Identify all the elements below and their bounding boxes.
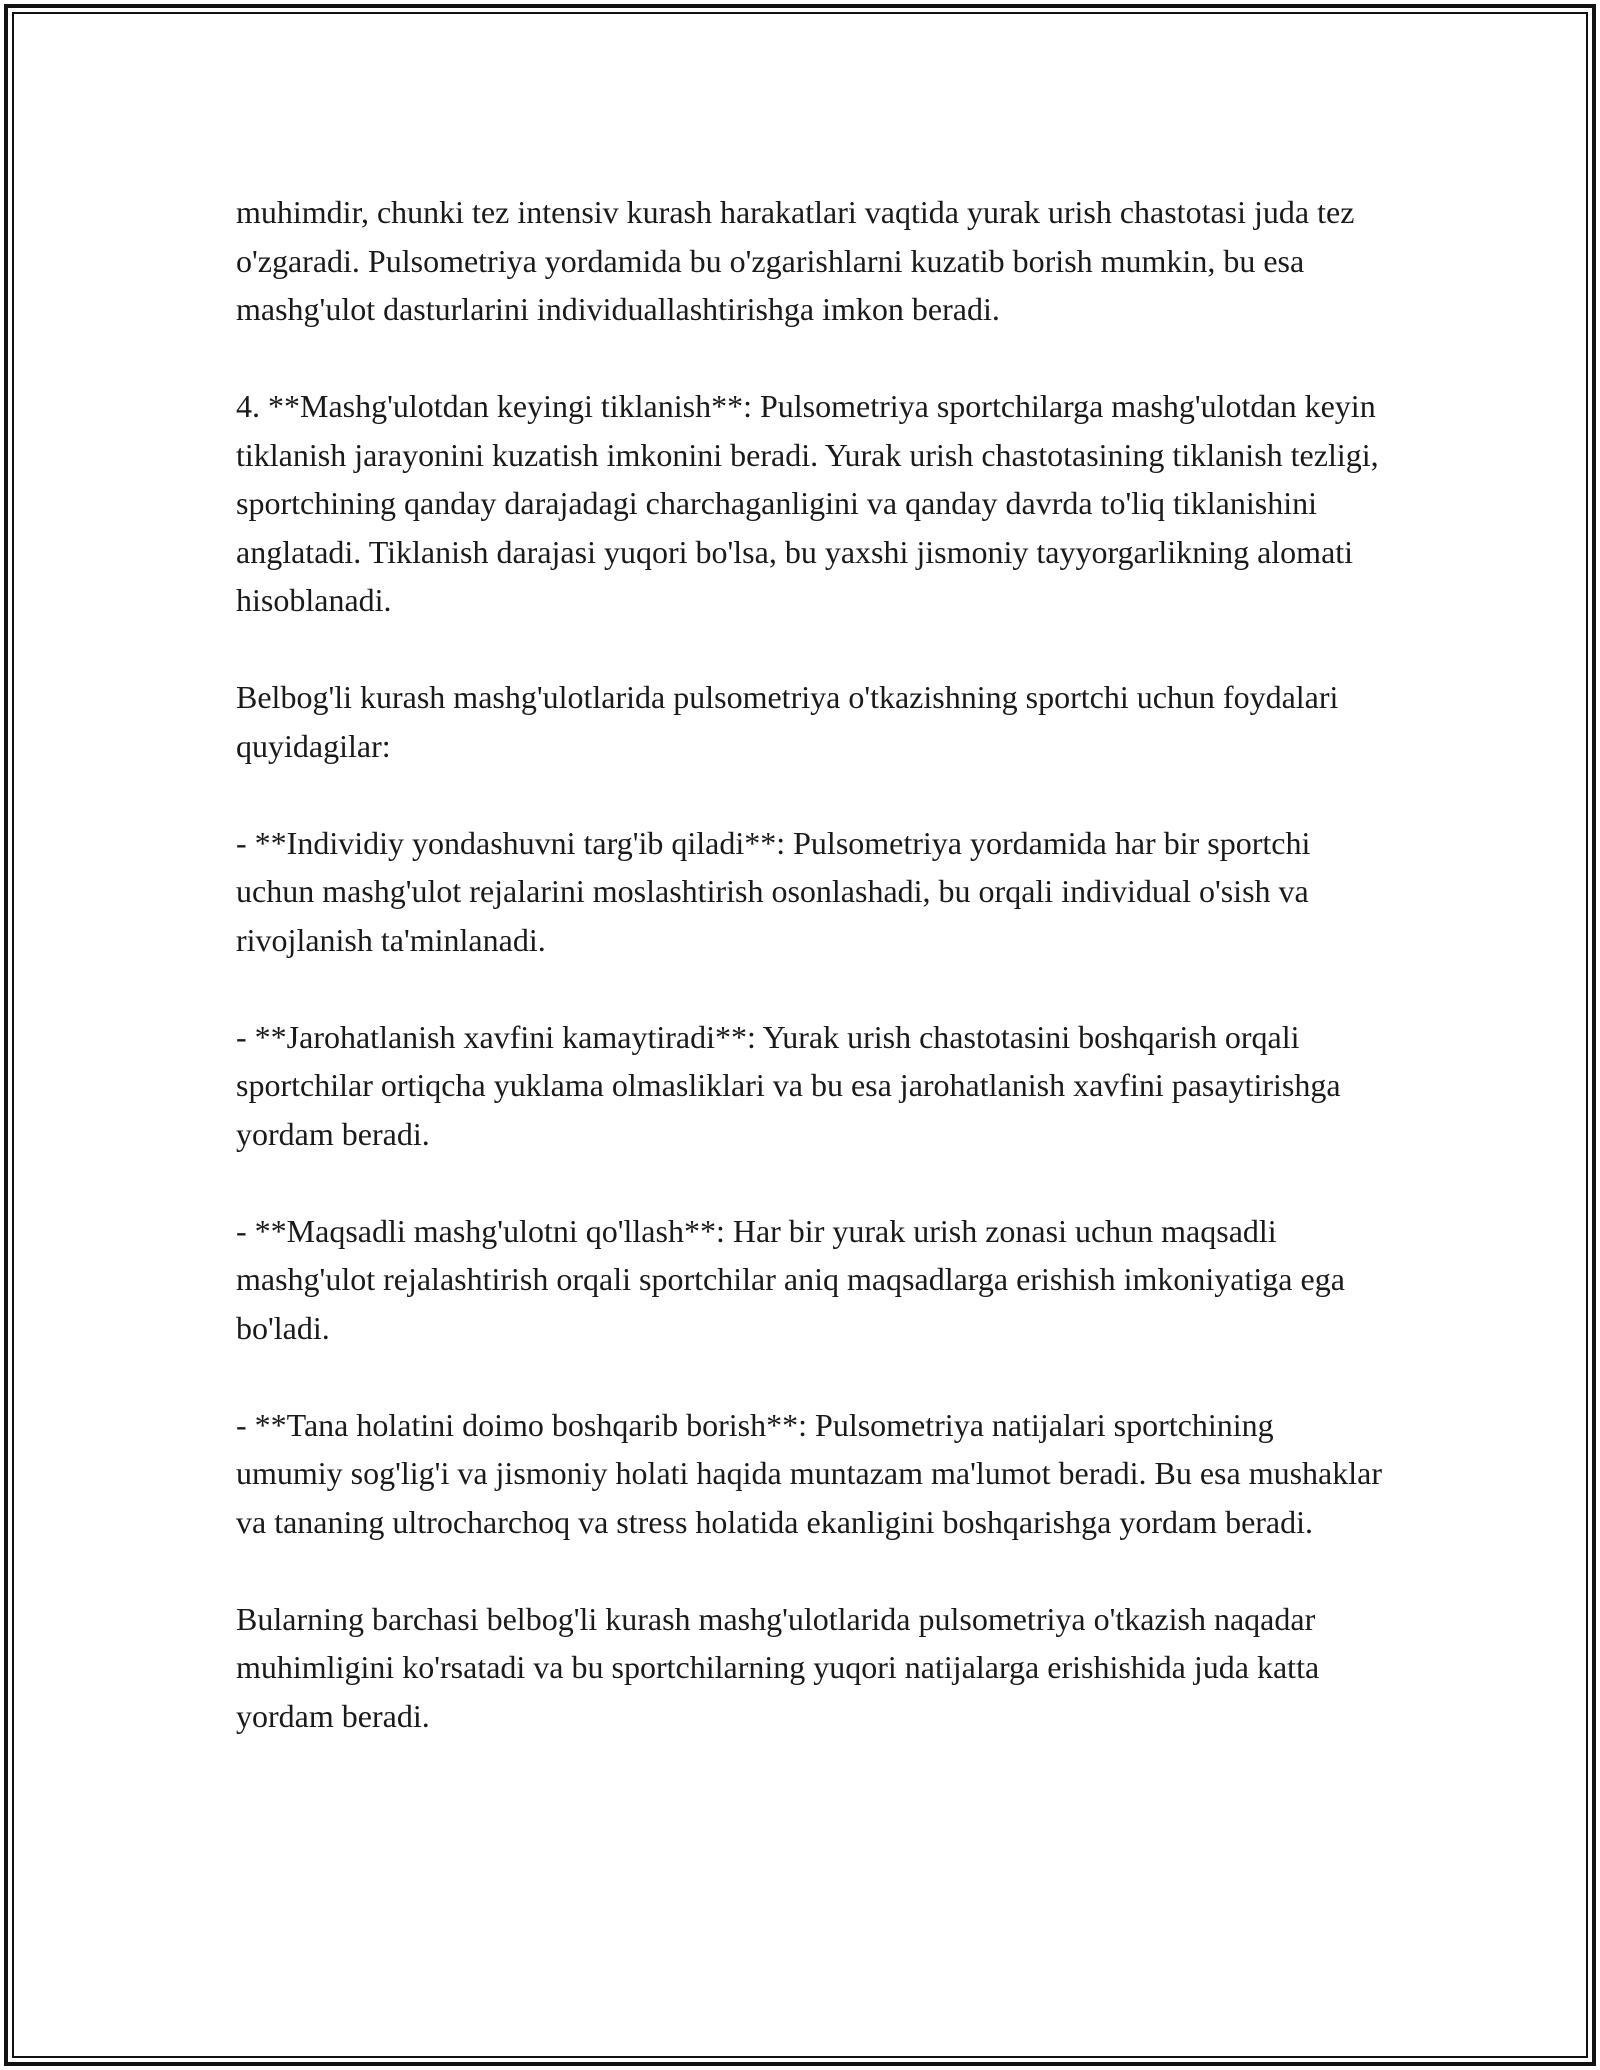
- paragraph-recovery-item: 4. **Mashg'ulotdan keyingi tiklanish**: Pulsometriya sportchilarga mashg'ulotdan keyin tiklanish jarayonini kuzatish imkonini beradi. Yurak urish chastotasining tiklanish tezligi, sportchining qanday darajadagi charchaganligini va qanday davrda to'liq tiklanishini anglatadi. Tiklanish darajasi yuqori bo'lsa, bu yaxshi jismoniy tayyorgarlikning alomati hisoblanadi.: [236, 388, 1379, 618]
- paragraph-benefit-body-state: - **Tana holatini doimo boshqarib borish**: Pulsometriya natijalari sportchining umumiy sog'lig'i va jismoniy holati haqida muntazam ma'lumot beradi. Bu esa mushaklar va tananing ultrocharchoq va stress holatida ekanligini boshqarishga yordam beradi.: [236, 1406, 1382, 1540]
- document-body: [236, 188, 1386, 1740]
- paragraph-conclusion: Bularning barchasi belbog'li kurash mashg'ulotlarida pulsometriya o'tkazish naqadar muhimligini ko'rsatadi va bu sportchilarning yuqori natijalarga erishishida juda katta yordam beradi.: [236, 1600, 1320, 1734]
- paragraph-benefit-individual: - **Individiy yondashuvni targ'ib qiladi**: Pulsometriya yordamida har bir sportchi uchun mashg'ulot rejalarini moslashtirish osonlashadi, bu orqali individual o'sish va rivojlanish ta'minlanadi.: [236, 824, 1311, 958]
- paragraph-intro-continuation: muhimdir, chunki tez intensiv kurash harakatlari vaqtida yurak urish chastotasi juda tez o'zgaradi. Pulsometriya yordamida bu o'zgarishlarni kuzatib borish mumkin, bu esa mashg'ulot dasturlarini individuallashtirishga imkon beradi.: [236, 194, 1355, 327]
- paragraph-benefits-intro: Belbog'li kurash mashg'ulotlarida pulsometriya o'tkazishning sportchi uchun foydalari quyidagilar:: [236, 679, 1339, 764]
- paragraph-benefit-injury: - **Jarohatlanish xavfini kamaytiradi**: Yurak urish chastotasini boshqarish orqali sportchilar ortiqcha yuklama olmasliklari va bu esa jarohatlanish xavfini pasaytirishga yordam beradi.: [236, 1018, 1341, 1152]
- paragraph-benefit-targeted: - **Maqsadli mashg'ulotni qo'llash**: Har bir yurak urish zonasi uchun maqsadli mashg'ulot rejalashtirish orqali sportchilar aniq maqsadlarga erishish imkoniyatiga ega bo'ladi.: [236, 1212, 1345, 1346]
